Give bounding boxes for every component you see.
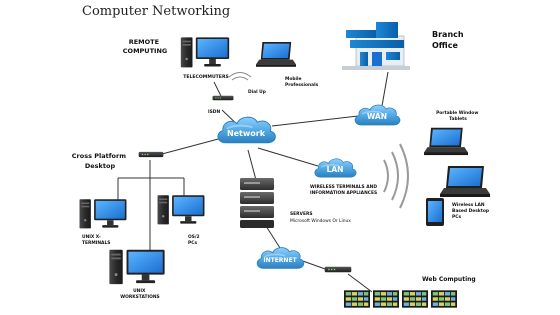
label-branch-office: Branch Office xyxy=(432,30,464,50)
web-grid-icon xyxy=(402,290,428,307)
desktop-computer-icon xyxy=(158,195,205,224)
label-web-computing: Web Computing xyxy=(422,276,476,283)
link-network-servers xyxy=(248,150,256,180)
label-mobile-professionals: Mobile Professionals xyxy=(285,77,319,88)
link-internet-router xyxy=(300,260,328,270)
diagram-title: Computer Networking xyxy=(82,4,231,19)
wireless-signal-icon xyxy=(229,73,251,81)
tablet-icon xyxy=(426,198,444,226)
cloud-wan-label: WAN xyxy=(366,112,388,121)
link-isdn-telecommuters xyxy=(214,82,222,98)
cloud-lan-label: LAN xyxy=(326,165,344,174)
desktop-computer-icon xyxy=(181,37,229,67)
router-icon xyxy=(213,96,234,100)
web-computing-panels xyxy=(344,290,457,307)
link-network-switch xyxy=(162,138,222,154)
label-os2-pcs: OS/2 PCs xyxy=(188,235,200,246)
label-wireless-terminals: WIRELESS TERMINALS AND INFORMATION APPLIANCES xyxy=(310,185,378,196)
server-stack-icon xyxy=(240,178,274,228)
laptop-icon xyxy=(440,166,490,197)
link-wan-branch xyxy=(382,72,388,106)
label-isdn: ISDN xyxy=(208,110,221,115)
label-unix-terminals: UNIX X- TERMINALS xyxy=(82,235,111,246)
wireless-signal-icon xyxy=(384,144,408,208)
desktop-computer-icon xyxy=(109,250,164,284)
web-grid-icon xyxy=(373,290,399,307)
link-servers-internet xyxy=(266,226,280,248)
web-grid-icon xyxy=(344,290,370,307)
link-network-wan xyxy=(272,116,358,126)
router-icon xyxy=(139,152,164,157)
label-unix-workstations: UNIX WORKSTATIONS xyxy=(120,289,160,300)
label-cross-platform-desktop: Cross Platform Desktop xyxy=(71,152,126,170)
label-wireless-lan-desktop: Wireless LAN Based Desktop PCs xyxy=(452,203,489,220)
cloud-internet-label: INTERNET xyxy=(263,257,297,264)
label-telecommuters: TELECOMMUTERS xyxy=(183,75,229,80)
building-icon xyxy=(342,22,410,70)
laptop-icon xyxy=(256,42,296,67)
label-servers: SERVERS Microsoft Windows Or Linux xyxy=(290,212,351,224)
link-router-web xyxy=(348,274,372,292)
label-remote-computing: REMOTE COMPUTING xyxy=(122,38,168,55)
cloud-network-label: Network xyxy=(226,129,266,138)
label-portable-tablets: Portable Window Tablets xyxy=(436,111,479,122)
router-icon xyxy=(325,267,352,273)
desktop-computer-icon xyxy=(80,199,127,228)
label-dial-up: Dial Up xyxy=(248,90,266,95)
laptop-icon xyxy=(424,128,468,155)
link-network-lan xyxy=(258,148,318,166)
web-grid-icon xyxy=(431,290,457,307)
